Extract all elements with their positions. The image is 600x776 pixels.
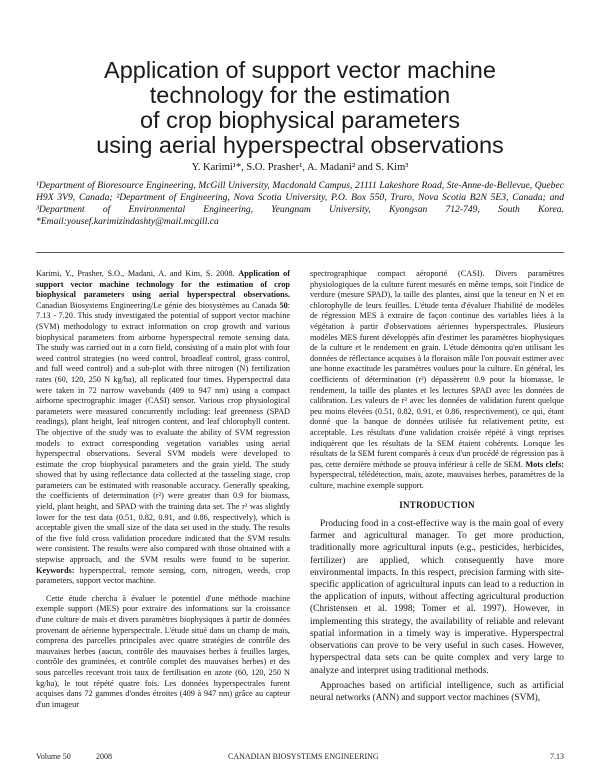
keywords: hyperspectral, remote sensing, corn, nitrogen, weeds, crop parameters, support vector machine.: [36, 565, 290, 586]
left-column: [36, 269, 290, 710]
resume-body: spectrographique compact aéroporté (CASI). Divers paramètres physiologiques de la culture furent mesurés en même temps, soit l'indice de verdure (mesure SPAD), la taille des plantes, ainsi que la teneur en N et en chlorophylle de leurs feuilles. L'étude tenta d'évaluer l'habilité de modèles de régression MES à extraire de façon continue des variables liées à la végétation à partir d'observations aériennes hyperspectrales. Plusieurs modèles MES furent développés afin d'estimer les paramètres biophysiques de la culture et le rendement en grain. L'étude démontra qu'en utilisant les données de réflectance acquises à la floraison mâle l'on pouvait estimer avec une bonne exactitude les paramètres voulues pour la culture. En général, les coefficients of détermination (r²) dépassèrent 0.9 pour la biomasse, le rendement, la taille des plantes et les lectures SPAD avec les données de calibration. Les valeurs de r² avec les données de validation furent quelque peu moins élevées (0.51, 0.82, 0.91, et 0.86, respectivement), ce qui, étant donné que la banque de données utilisée fut relativement petite, est acceptable. Les résultats d'une validation croisée répété à vingt reprises indiquèrent que les résultats de la SEM étaient cohérents. Lorsque les résultats de la SEM furent comparés à ceux d'un procédé de régression pas à pas, cette dernière méthode se prouva inférieur à celle de SEM.: [310, 269, 564, 469]
introduction-heading: INTRODUCTION: [399, 500, 475, 511]
header-divider: [36, 252, 564, 253]
title-line: using aerial hyperspectral observations: [96, 132, 504, 158]
right-column: [310, 269, 564, 704]
keywords-label: Keywords:: [36, 565, 75, 575]
introduction-paragraph: Approaches based on artificial intelligence, such as artificial neural networks (ANN) and support vector machines (SVM),: [310, 680, 564, 703]
abstract-citation-title: Application of support vector machine technology for the estimation of crop biophysical parameters using aerial hyperspectral observations.: [36, 269, 290, 300]
resume-part-1: Cette étude chercha à évaluer le potentiel d'une méthode machine exemple support (MES) pour extraire des informations sur la croissance d'une culture de maïs et divers paramètres biophysiques à partir de données provenant de aérienne hyperspectrale. L'étude situé dans un champ de maïs, comprena des parcelles principales avec quatre stratégies de contrôle des mauvaises herbes (aucun, contrôle des mauvaises herbes à feuilles larges, contrôle des graminées, et contrôle complet des mauvaises herbes) et des sous parcelles recevant trois taux de fertilisation en azote (60, 120, 250 N kg/ha), le tout répété quatre fois. Les données hyperspectrales furent acquises dans 72 gammes d'ondes étroites (409 à 947 nm) grâce au capteur d'un imageur: [36, 593, 290, 709]
abstract-citation: Karimi, Y., Prasher, S.O., Madani, A. and Kim, S. 2008.: [36, 269, 235, 278]
footer-volume: Volume 50: [36, 752, 71, 761]
title-line: technology for the estimation: [149, 82, 451, 108]
abstract: [36, 269, 290, 587]
author-list: Y. Karimi¹*, S.O. Prasher¹, A. Madani² and S. Kim³: [191, 162, 409, 173]
introduction-paragraph: Producing food in a cost-effective way is the main goal of every farmer and agricultural manager. To get more production, traditionally more agricultural inputs (e.g., pesticides, herbicides, fertilizer) are applied, which consequently have more environmental impacts. In this respect, precision farming with site-specific application of agricultural inputs can lead to a reduction in the application of inputs, without affecting agricultural production (Christensen et al. 1998; Tomer et al. 1997). However, in implementing this strategy, the availability of reliable and relevant spatial information in a timely way is imperative. Hyperspectral observations can prove to be very useful in such cases. However, hyperspectral data sets can be quite complex and very large to analyze and interpret using traditional methods.: [310, 519, 564, 676]
title-line: Application of support vector machine: [104, 57, 496, 83]
footer-year: 2008: [96, 752, 112, 761]
abstract-body: This study investigated the potential of support vector machine (SVM) methodology to extract information on crop growth and various biophysical parameters from airborne hyperspectral remote sensing data. The study was carried out in a corn field, consisting of a main plot with four weed control strategies (no weed control, broadleaf control, grass control, and full weed control) and a sub-plot with three nitrogen (N) fertilization rates (60, 120, 250 N kg/ha), all replicated four times. Hyperspectral data were taken in 72 narrow wavebands (409 to 947 nm) using a compact airborne spectrographic imager (CASI) sensor. Various crop physiological parameters were measured concurrently including: leaf greenness (SPAD readings), plant height, leaf nitrogen content, and leaf chlorophyll content. The objective of the study was to evaluate the ability of SVM regression models to extract corresponding vegetation variables using aerial hyperspectral observations. Several SVM models were developed to estimate the crop biophysical parameters and the grain yield. The study showed that by using reflectance data collected at the tasseling stage, crop parameters can be estimated with reasonable accuracy. Generally speaking, the coefficients of determination (r²) were greater than 0.9 for biomass, yield, plant height, and SPAD with the training data set. The r² was slightly lower for the test data (0.51, 0.82, 0.91, and 0.86, respectively), which is acceptable given the small size of the data set used in the study. The results of the five fold cross validation procedure indicated that the SVM results were consistent. The results were also compared with those obtained with a stepwise approach, and the SVM results were found to be superior.: [36, 311, 290, 565]
mots-clefs: hyperspectral, télédétection, maïs, azote, mauvaises herbes, paramètres de la culture, machine exemple support.: [310, 470, 564, 490]
footer-journal: CANADIAN BIOSYSTEMS ENGINEERING: [228, 752, 379, 761]
abstract-pages: : 7.13 - 7.20.: [36, 300, 291, 321]
abstract-volume: 50: [279, 300, 288, 310]
title-line: of crop biophysical parameters: [139, 107, 460, 133]
affiliations: ¹Department of Bioresource Engineering, McGill University, Macdonald Campus, 21111 Lakeshore Road, Ste-Anne-de-Bellevue, Quebec H9X 3V9, Canada; ²Department of Engineering, Nova Scotia University, P.O. Box 550, Truro, Nova Scotia B2N 5E3, Canada; and ³Department of Environmental Engineering, Yeungnam University, Kyongsan 712-749, South Korea. *Email:yousef.karimizindashty@mail.mcgill.ca: [36, 180, 564, 227]
mots-clefs-label: Mots clefs:: [525, 459, 564, 469]
resume-part-2: [310, 269, 564, 491]
abstract-journal: Canadian Biosystems Engineering/Le génie des biosystèmes au Canada: [36, 300, 277, 310]
footer-page-number: 7.13: [550, 752, 564, 761]
paper-title: [40, 58, 560, 158]
